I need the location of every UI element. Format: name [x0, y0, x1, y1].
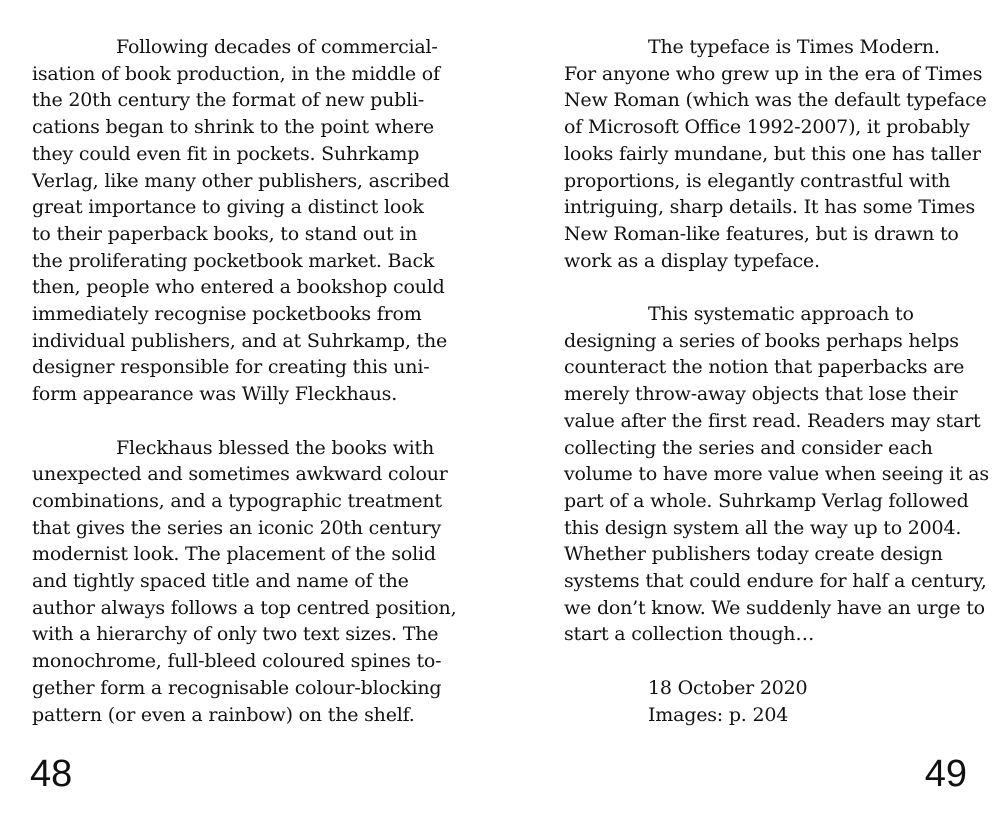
text-line: Verlag, like many other publishers, ascribed [32, 169, 450, 192]
text-line: they could even fit in pockets. Suhrkamp [32, 142, 420, 165]
text-line: looks fairly mundane, but this one has taller [564, 142, 981, 165]
text-line: immediately recognise pocketbooks from [32, 303, 422, 326]
dateline-block [564, 675, 974, 728]
text-line: volume to have more value when seeing it as [564, 463, 989, 486]
text-line: New Roman (which was the default typeface [564, 89, 987, 112]
text-line: gether form a recognisable colour-blocking [32, 676, 442, 699]
text-line: This systematic approach to [648, 303, 914, 326]
paragraph [32, 435, 457, 729]
text-line: isation of book production, in the middle of [32, 62, 440, 85]
text-line: that gives the series an iconic 20th century [32, 516, 442, 539]
text-line: author always follows a top centred position, [32, 596, 457, 619]
text-line: and tightly spaced title and name of the [32, 570, 409, 593]
text-line: proportions, is elegantly contrastful with [564, 169, 951, 192]
text-line: For anyone who grew up in the era of Times [564, 62, 983, 85]
text-line: part of a whole. Suhrkamp Verlag followed [564, 489, 969, 512]
text-line: of Microsoft Office 1992-2007), it probably [564, 116, 970, 139]
text-line: intriguing, sharp details. It has some Times [564, 196, 975, 219]
paragraph-gap [564, 274, 974, 301]
text-line: Following decades of commercial- [116, 36, 438, 58]
text-line: systems that could endure for half a century, [564, 570, 987, 593]
text-line: counteract the notion that paperbacks are [564, 356, 965, 379]
text-line: the 20th century the format of new publi- [32, 89, 425, 112]
text-line: with a hierarchy of only two text sizes. The [32, 623, 439, 646]
text-line: unexpected and sometimes awkward colour [32, 463, 448, 486]
text-line: designing a series of books perhaps helps [564, 329, 959, 352]
text-line: combinations, and a typographic treatment [32, 489, 442, 512]
text-line: value after the first read. Readers may start [564, 409, 981, 432]
text-line: work as a display typeface. [564, 249, 820, 272]
paragraph [564, 301, 989, 648]
paragraph-gap [564, 648, 974, 675]
text-line: individual publishers, and at Suhrkamp, the [32, 329, 448, 352]
text-line: The typeface is Times Modern. [648, 36, 940, 58]
text-line: start a collection though… [564, 623, 815, 646]
text-line: this design system all the way up to 2004. [564, 516, 962, 539]
text-line: we don’t know. We suddenly have an urge to [564, 596, 985, 619]
date-line: 18 October 2020 [648, 676, 808, 699]
text-line: Fleckhaus blessed the books with [116, 436, 434, 459]
text-line: monochrome, full-bleed coloured spines to- [32, 650, 442, 673]
text-line: collecting the series and consider each [564, 436, 933, 459]
text-line: cations began to shrink to the point where [32, 116, 434, 139]
text-line: the proliferating pocketbook market. Back [32, 249, 435, 272]
text-line: pattern (or even a rainbow) on the shelf. [32, 703, 415, 726]
text-line: modernist look. The placement of the solid [32, 543, 436, 566]
left-text-column [32, 34, 457, 728]
page-number-left: 48 [30, 753, 73, 795]
text-line: form appearance was Willy Fleckhaus. [32, 383, 398, 406]
paragraph [32, 34, 452, 408]
text-line: Whether publishers today create design [564, 543, 943, 566]
text-line: to their paperback books, to stand out in [32, 222, 418, 245]
page-number-right: 49 [924, 753, 967, 795]
right-page [500, 0, 1000, 815]
text-line: New Roman-like features, but is drawn to [564, 222, 959, 245]
text-line: merely throw-away objects that lose their [564, 383, 958, 406]
paragraph [564, 34, 987, 274]
paragraph-gap [32, 408, 452, 435]
images-reference: Images: p. 204 [648, 703, 789, 726]
text-line: designer responsible for creating this uni- [32, 356, 430, 379]
text-line: then, people who entered a bookshop could [32, 276, 445, 299]
text-line: great importance to giving a distinct look [32, 196, 424, 219]
right-text-column [564, 34, 989, 728]
